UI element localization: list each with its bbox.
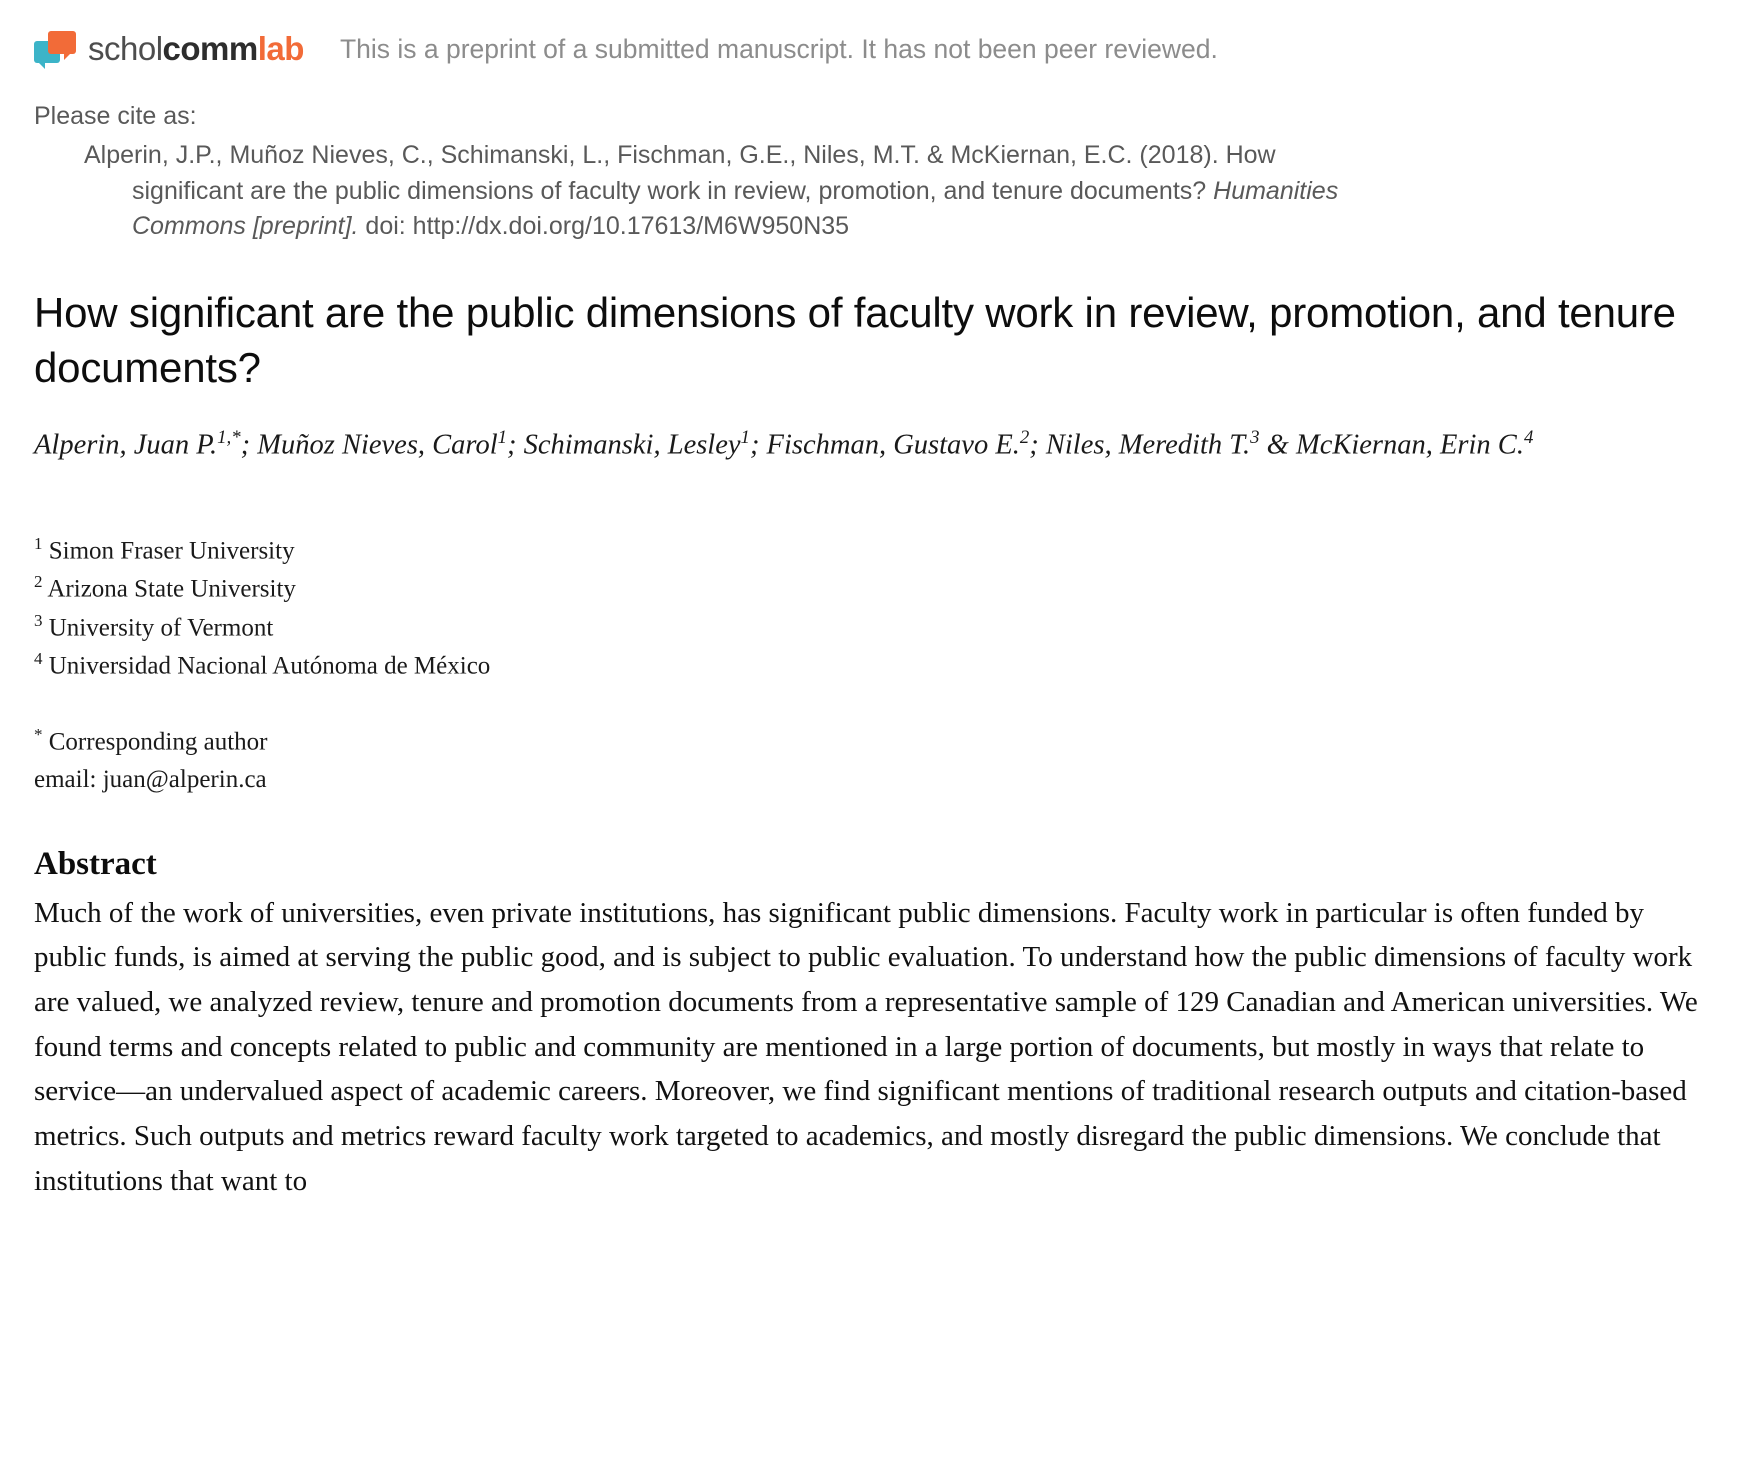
abstract-heading: Abstract <box>34 845 157 882</box>
page-title: How significant are the public dimensions of faculty work in review, promotion, and tenure documents? <box>34 288 1676 392</box>
citation-line-2-text: significant are the public dimensions of faculty work in review, promotion, and tenure documents? <box>132 176 1214 205</box>
corresponding-label: Corresponding author <box>48 728 268 756</box>
corresponding-marker: * <box>34 725 43 745</box>
logo-text-schol: schol <box>88 30 163 67</box>
citation-block <box>34 98 1718 245</box>
citation-text <box>84 134 1718 245</box>
logo-wordmark <box>88 30 304 68</box>
author-1-affil-marker: 1,* <box>217 426 241 448</box>
logo-text-lab: lab <box>257 30 304 67</box>
citation-line-3 <box>132 209 1718 245</box>
affiliation-marker: 4 <box>34 648 43 668</box>
author-5: ; Niles, Meredith T. <box>1029 429 1251 461</box>
scholcommlab-logo <box>34 30 304 68</box>
author-5-affil-marker: 3 <box>1250 426 1260 448</box>
citation-journal-end: Commons [preprint]. <box>132 212 359 241</box>
affiliation-marker: 3 <box>34 610 43 630</box>
author-1: Alperin, Juan P. <box>34 429 218 461</box>
affiliation-marker: 2 <box>34 572 43 592</box>
author-2: ; Muñoz Nieves, Carol <box>240 429 498 461</box>
author-6-affil-marker: 4 <box>1523 426 1534 448</box>
citation-journal-start: Humanities <box>1213 176 1339 205</box>
affiliations-list <box>34 531 1718 684</box>
citation-label: Please cite as: <box>34 102 197 130</box>
author-4-affil-marker: 2 <box>1019 426 1030 448</box>
corresponding-author-line <box>34 722 1718 760</box>
author-2-affil-marker: 1 <box>497 426 508 448</box>
preprint-notice: This is a preprint of a submitted manuscript. It has not been peer reviewed. <box>339 34 1218 65</box>
author-6: McKiernan, Erin C. <box>1295 429 1524 461</box>
author-4: ; Fischman, Gustavo E. <box>749 429 1020 461</box>
affiliation-item <box>34 531 1718 569</box>
citation-doi: doi: http://dx.doi.org/10.17613/M6W950N35 <box>358 212 850 241</box>
citation-line-1: Alperin, J.P., Muñoz Nieves, C., Schimanski, L., Fischman, G.E., Niles, M.T. & McKiernan, E.C. (2018). How <box>84 141 1276 170</box>
affiliation-marker: 1 <box>34 534 43 553</box>
author-3-affil-marker: 1 <box>740 426 750 448</box>
affiliation-item <box>34 608 1718 646</box>
citation-line-2 <box>132 174 1718 210</box>
author-conjunction: & <box>1259 429 1289 461</box>
page-header <box>34 0 1718 86</box>
corresponding-author-block <box>34 722 1718 797</box>
corresponding-email: email: juan@alperin.ca <box>34 765 267 793</box>
affiliation-name: Universidad Nacional Autónoma de México <box>48 652 491 680</box>
speech-bubbles-logo-icon <box>34 31 78 67</box>
logo-text-comm: comm <box>162 30 258 67</box>
affiliation-name: University of Vermont <box>48 613 274 641</box>
affiliation-item <box>34 569 1718 607</box>
affiliation-name: Arizona State University <box>47 575 296 603</box>
abstract-text: Much of the work of universities, even private institutions, has significant public dimensions. Faculty work in particular is often funded by public funds, is aimed at serving the public good, and is subject to public evaluation. To understand how the public dimensions of faculty work are valued, we analyzed review, tenure and promotion documents from a representative sample of 129 Canadian and American universities. We found terms and concepts related to public and community are mentioned in a large portion of documents, but mostly in ways that relate to service—an undervalued aspect of academic careers. Moreover, we find significant mentions of traditional research outputs and citation-based metrics. Such outputs and metrics reward faculty work targeted to academics, and mostly disregard the public dimensions. We conclude that institutions that want to <box>34 896 1698 1197</box>
affiliation-name: Simon Fraser University <box>48 537 295 565</box>
author-3: ; Schimanski, Lesley <box>507 429 741 461</box>
author-list <box>34 424 1718 467</box>
affiliation-item <box>34 646 1718 684</box>
